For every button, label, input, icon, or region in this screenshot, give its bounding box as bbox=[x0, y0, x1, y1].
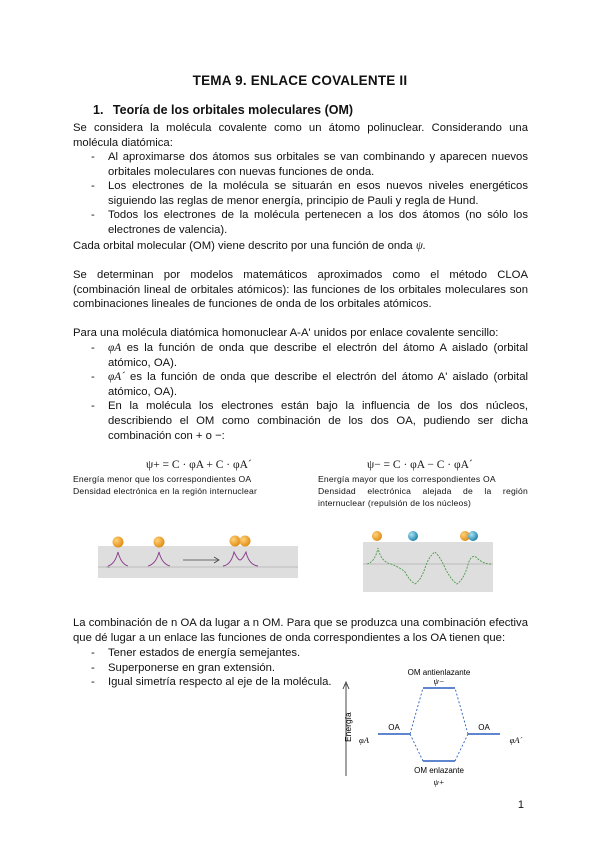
bonding-combination-figure bbox=[88, 522, 298, 592]
psi-line-text: Cada orbital molecular (OM) viene descrito por una función de onda bbox=[73, 240, 413, 252]
phi-a-symbol: φA bbox=[108, 342, 122, 354]
energy-axis-label: Energía bbox=[343, 712, 353, 742]
list-item: - Igual simetría respecto al eje de la molécula. bbox=[73, 675, 343, 690]
list-item bbox=[73, 341, 528, 370]
phi-a2-symbol: φA´ bbox=[108, 371, 125, 384]
antibonding-label: OM antienlazante bbox=[407, 668, 471, 677]
bonding-label: OM enlazante bbox=[414, 766, 464, 775]
bonding-description bbox=[73, 473, 303, 497]
list-item bbox=[73, 370, 528, 399]
psi-minus-label: ψ− bbox=[433, 676, 445, 686]
phi-a2-text: es la función de onda que describe el electrón del átomo A' aislado (orbital atómico, OA). bbox=[108, 371, 528, 398]
page-number: 1 bbox=[517, 799, 524, 811]
svg-text:~: ~ bbox=[106, 565, 111, 571]
phi-a-label: φA bbox=[359, 735, 369, 745]
intro-paragraph: Se considera la molécula covalente como un átomo polinuclear. Considerando una molécula diatómica: bbox=[73, 122, 528, 149]
list-item: - Al aproximarse dos átomos sus orbitales se van combinando y aparecen nuevos orbitales moleculares con nuevas funciones de onda. bbox=[73, 150, 528, 179]
list-item: - Los electrones de la molécula se situarán en esos nuevos niveles energéticos siguiendo las reglas de menor energía, principio de Pauli y regla de Hund. bbox=[73, 179, 528, 208]
section-heading-text: Teoría de los orbitales moleculares (OM) bbox=[112, 103, 354, 117]
antibonding-desc-energy: Energía mayor que los correspondientes OA bbox=[318, 474, 496, 484]
om-energy-diagram bbox=[338, 664, 538, 792]
combination-paragraph: La combinación de n OA da lugar a n OM. Para que se produzca una combinación efectiva que dé lugar a un enlace las funciones de onda correspondientes a los OA tienen que: bbox=[73, 617, 528, 644]
list-item: - Tener estados de energía semejantes. bbox=[73, 646, 343, 661]
psi-plus-label: ψ+ bbox=[433, 777, 445, 787]
oa-left-label: OA bbox=[388, 723, 400, 732]
bonding-desc-energy: Energía menor que los correspondientes OA bbox=[73, 474, 252, 484]
psi-symbol: ψ. bbox=[415, 240, 426, 252]
page-title: TEMA 9. ENLACE COVALENTE II bbox=[192, 73, 408, 88]
oa-right-label: OA bbox=[478, 723, 490, 732]
bonding-desc-density: Densidad electrónica en la región internuclear bbox=[73, 486, 258, 496]
homonuclear-paragraph: Para una molécula diatómica homonuclear A-A' unidos por enlace covalente sencillo: bbox=[73, 327, 499, 339]
antibonding-desc-density: Densidad electrónica alejada de la región internuclear (repulsión de los núcleos) bbox=[318, 486, 528, 508]
antibonding-combination-figure bbox=[353, 528, 503, 598]
intro-bullet-list bbox=[73, 150, 528, 238]
section-heading bbox=[93, 103, 353, 117]
antibonding-description bbox=[318, 473, 528, 509]
section-number: 1. bbox=[93, 103, 104, 117]
phi-a-text: es la función de onda que describe el electrón del átomo A aislado (orbital atómico, OA). bbox=[108, 342, 528, 369]
psi-line bbox=[73, 239, 528, 254]
list-item: - Todos los electrones de la molécula pertenecen a los dos átomos (no sólo los electrones de valencia). bbox=[73, 208, 528, 237]
list-item: - Superponerse en gran extensión. bbox=[73, 661, 343, 676]
phi-bullet-list bbox=[73, 341, 528, 443]
conditions-list bbox=[73, 646, 343, 690]
list-item: - En la molécula los electrones están bajo la influencia de los dos núcleos, describiendo el OM como combinación de los dos OA, pudiendo ser dicha combinación con + o −: bbox=[73, 399, 528, 443]
cloa-paragraph: Se determinan por modelos matemáticos aproximados como el método CLOA (combinación lineal de orbitales atómicos): las funciones de los orbitales moleculares son combinaciones lineales de funciones de onda de los orbitales atómicos. bbox=[73, 269, 528, 311]
formula-antibonding: ψ− = C · φA − C · φA´ bbox=[367, 459, 473, 471]
formula-bonding: ψ+ = C · φA + C · φA´ bbox=[146, 459, 252, 471]
phi-a2-label: φA´ bbox=[509, 735, 523, 745]
